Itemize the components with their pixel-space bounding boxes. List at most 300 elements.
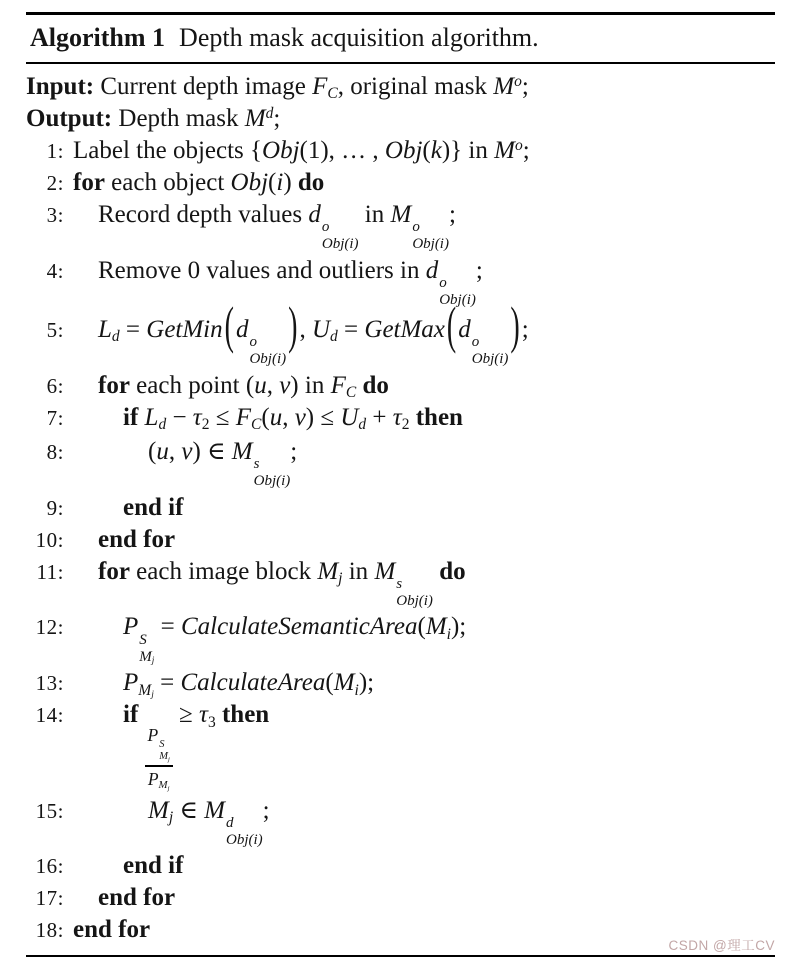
superscript	[254, 456, 260, 473]
subscript	[251, 416, 261, 433]
math-var: M	[494, 137, 515, 164]
text: ;	[522, 137, 530, 164]
math-var: M	[159, 750, 168, 762]
math-var: M	[333, 669, 355, 697]
math-script	[235, 315, 287, 367]
math-var: d	[308, 201, 321, 228]
math-script	[393, 404, 410, 431]
keyword: for	[98, 371, 130, 399]
big-paren: (	[446, 297, 457, 356]
math-script	[139, 649, 154, 665]
superscript	[396, 576, 402, 593]
math-script	[311, 315, 338, 346]
line-content	[73, 297, 775, 368]
text: =	[337, 315, 365, 343]
math-var: j	[168, 808, 174, 826]
text: ;	[521, 315, 529, 343]
math-var: i	[354, 681, 359, 699]
keyword: end for	[98, 884, 176, 912]
math-script	[147, 724, 170, 763]
math-var: P	[147, 724, 159, 745]
line-8	[26, 434, 775, 492]
math-var: v	[279, 371, 291, 399]
algorithm-header	[26, 15, 775, 62]
math-var: M	[374, 557, 396, 585]
math-var: L	[144, 403, 159, 431]
math-var: F	[330, 371, 346, 399]
math-var: Obj(i)	[471, 350, 509, 367]
text: ;	[475, 256, 483, 284]
math-var: Obj(i)	[321, 236, 359, 253]
superscript	[472, 334, 480, 351]
subscript	[168, 756, 170, 763]
subscript	[402, 416, 410, 433]
math-var: j	[167, 755, 170, 763]
text: Record depth values	[98, 201, 309, 228]
math-var: Obj(i)	[396, 592, 433, 609]
math-var: i	[276, 169, 284, 196]
math-var: d	[225, 814, 234, 831]
line-content	[73, 884, 775, 912]
math-var: P	[123, 613, 139, 641]
supsub-stack	[254, 456, 291, 490]
math-script	[98, 315, 120, 346]
line-number: 11:	[36, 559, 64, 584]
math-var: C	[345, 384, 357, 401]
math-var: M	[425, 613, 447, 641]
text: ) ≤	[305, 403, 341, 431]
subscript	[327, 85, 337, 102]
math-var: o	[439, 275, 447, 292]
line-number: 3:	[46, 203, 64, 227]
math-script	[317, 558, 342, 585]
text: each point (	[129, 371, 255, 399]
math-var: j	[338, 569, 343, 587]
math-var: o	[514, 137, 523, 155]
line-content	[73, 558, 775, 610]
subscript	[338, 570, 342, 587]
keyword: if	[123, 701, 139, 729]
line-2	[26, 167, 775, 199]
line-number: 9:	[46, 495, 64, 520]
output-line	[26, 103, 775, 135]
line-content	[73, 852, 775, 880]
text: −	[166, 403, 193, 431]
math-script	[123, 669, 154, 701]
line-3	[26, 199, 775, 255]
input-line	[26, 71, 775, 103]
math-var: d	[265, 105, 274, 123]
math-var: τ	[192, 403, 202, 431]
math-var: v	[294, 403, 306, 431]
text: );	[358, 669, 375, 697]
keyword: Output:	[26, 105, 119, 132]
algorithm-body	[26, 64, 775, 946]
math-var: Obj	[262, 137, 300, 164]
math-script	[494, 137, 523, 164]
superscript	[139, 632, 147, 649]
math-var: M	[158, 778, 168, 791]
math-var: d	[111, 328, 120, 346]
math-var: o	[412, 219, 420, 236]
math-var: U	[340, 403, 359, 431]
math-var: C	[251, 416, 262, 433]
line-11	[26, 556, 775, 612]
subscript	[322, 236, 359, 253]
keyword: do	[439, 557, 466, 585]
line-number: 12:	[35, 615, 64, 640]
watermark: CSDN @理工CV	[668, 938, 775, 954]
math-var: Obj(i)	[253, 472, 291, 489]
line-10	[26, 524, 775, 556]
line-15	[26, 793, 775, 851]
supsub-stack	[226, 815, 263, 849]
text: +	[366, 403, 393, 431]
text: =	[119, 315, 147, 343]
math-var: Obj	[384, 137, 423, 164]
subscript	[396, 593, 433, 610]
supsub-stack	[322, 219, 359, 253]
algorithm-title: Depth mask acquisition algorithm.	[179, 23, 539, 52]
math-var: u	[156, 437, 169, 465]
big-paren: )	[288, 297, 298, 356]
fraction-denominator	[148, 767, 170, 791]
text: =	[154, 613, 181, 641]
superscript	[412, 219, 420, 236]
line-number: 17:	[35, 886, 64, 911]
line-5	[26, 297, 775, 370]
subscript	[139, 649, 154, 666]
subscript	[151, 689, 154, 700]
subscript	[330, 328, 338, 345]
line-12	[26, 611, 775, 667]
subscript	[168, 785, 170, 792]
subscript	[112, 328, 120, 345]
math-var: Obj(i)	[412, 236, 449, 253]
line-content	[73, 494, 775, 522]
math-script	[148, 797, 173, 824]
math-var: Obj(i)	[249, 350, 287, 367]
text: (	[268, 169, 277, 196]
line-14	[26, 699, 775, 792]
text: each image block	[129, 557, 318, 585]
keyword: for	[98, 557, 130, 585]
subscript	[226, 832, 263, 849]
text: in	[342, 557, 375, 585]
math-script	[493, 73, 522, 100]
math-var: d	[235, 315, 249, 343]
line-7	[26, 402, 775, 434]
math-var: Obj(i)	[439, 291, 476, 308]
math-var: o	[471, 334, 480, 351]
text: ,	[299, 315, 312, 343]
text: ;	[290, 437, 298, 465]
line-content	[73, 795, 775, 849]
math-script	[159, 779, 170, 791]
math-var: M	[390, 201, 412, 228]
text: )	[283, 169, 298, 196]
text: ;	[273, 105, 281, 132]
line-number: 16:	[35, 854, 64, 879]
subscript	[412, 236, 449, 253]
superscript	[226, 815, 234, 832]
math-var: S	[159, 739, 165, 751]
line-content	[73, 169, 775, 197]
math-var: u	[269, 403, 283, 431]
math-var: CalculateArea	[180, 669, 326, 697]
math-var: GetMax	[364, 315, 445, 343]
math-var: d	[158, 416, 167, 433]
line-18	[26, 914, 775, 946]
math-var: d	[425, 256, 439, 284]
line-number: 10:	[35, 527, 64, 552]
math-var: L	[98, 315, 112, 343]
line-number: 1:	[46, 139, 64, 163]
text: ,	[266, 371, 280, 399]
supsub-stack	[396, 576, 433, 610]
subscript	[169, 809, 173, 826]
line-content	[73, 526, 775, 554]
line-16	[26, 850, 775, 882]
line-content	[73, 372, 775, 400]
text: );	[450, 613, 467, 641]
math-var: CalculateSemanticArea	[180, 613, 418, 641]
line-number: 5:	[46, 317, 64, 342]
line-number: 8:	[46, 439, 64, 464]
subscript	[355, 682, 359, 699]
math-var: F	[235, 403, 252, 431]
line-9	[26, 492, 775, 524]
math-var: d	[330, 328, 338, 346]
math-script	[340, 404, 366, 431]
line-1	[26, 135, 775, 167]
text: , original mask	[337, 73, 494, 100]
math-script	[245, 105, 274, 132]
subscript	[358, 416, 366, 433]
math-script	[390, 201, 449, 253]
math-var: τ	[392, 403, 402, 431]
line-content	[26, 73, 775, 101]
math-script	[331, 372, 357, 399]
subscript	[152, 656, 155, 666]
line-content	[73, 436, 775, 490]
text: ,	[168, 437, 182, 465]
math-var: i	[446, 625, 451, 643]
math-script	[236, 404, 262, 431]
text: =	[153, 669, 181, 697]
superscript	[322, 219, 330, 236]
text: ;	[521, 73, 529, 100]
text: (	[325, 669, 334, 697]
math-var: o	[321, 219, 330, 236]
line-4	[26, 255, 775, 311]
math-var: Obj	[230, 169, 269, 196]
math-var: M	[138, 681, 152, 699]
text: in	[358, 201, 391, 228]
math-var: j	[167, 784, 170, 792]
keyword: for	[73, 169, 105, 196]
subscript	[138, 682, 154, 699]
math-var: j	[151, 689, 154, 701]
text: 2	[201, 416, 210, 433]
keyword: end for	[73, 916, 151, 944]
supsub-stack	[249, 334, 286, 368]
math-script	[425, 613, 451, 643]
text: ;	[448, 201, 456, 228]
text: ≥	[172, 701, 200, 729]
math-var: GetMin	[146, 315, 223, 343]
superscript	[249, 334, 257, 351]
text: (	[148, 437, 157, 465]
subscript	[159, 751, 170, 763]
line-17	[26, 882, 775, 914]
text: ,	[282, 403, 295, 431]
keyword: Input:	[26, 73, 101, 100]
text: Current depth image	[100, 73, 313, 100]
math-var: P	[147, 768, 159, 789]
math-script	[374, 557, 433, 609]
text: 3	[207, 713, 216, 731]
big-paren: (	[224, 297, 234, 356]
math-var: P	[123, 669, 139, 697]
keyword: end if	[123, 852, 184, 880]
math-var: k	[430, 137, 442, 164]
math-script	[138, 682, 154, 699]
math-script	[159, 751, 170, 762]
supsub-stack	[412, 219, 449, 253]
line-6	[26, 370, 775, 402]
line-number: 15:	[35, 798, 64, 823]
keyword: end if	[123, 493, 184, 521]
text: each object	[104, 169, 231, 196]
line-content	[26, 105, 775, 133]
supsub-stack	[139, 632, 154, 666]
superscript	[266, 105, 274, 122]
superscript	[514, 73, 522, 90]
subscript	[158, 416, 166, 433]
math-var: j	[151, 656, 155, 667]
keyword: then	[415, 403, 463, 431]
line-number: 6:	[46, 373, 64, 398]
line-number: 14:	[35, 703, 64, 728]
math-script	[193, 404, 210, 431]
subscript	[346, 384, 356, 401]
line-number: 2:	[46, 171, 64, 195]
math-script	[312, 73, 338, 103]
math-script	[204, 796, 263, 848]
text: (	[422, 137, 431, 164]
math-var: M	[493, 73, 515, 100]
math-var: M	[139, 648, 152, 665]
math-var: M	[231, 437, 253, 465]
line-13	[26, 667, 775, 699]
text: ) ∈	[192, 437, 232, 465]
subscript	[472, 351, 509, 368]
math-var: M	[148, 796, 169, 824]
line-content	[73, 137, 775, 165]
superscript	[159, 739, 164, 751]
math-script	[333, 669, 359, 699]
supsub-stack	[472, 334, 509, 368]
text: ∈	[173, 796, 205, 824]
text: ) in	[290, 371, 331, 399]
subscript	[202, 416, 210, 433]
math-var: o	[249, 334, 257, 351]
math-var: M	[204, 796, 225, 824]
keyword: do	[362, 371, 389, 399]
math-var: τ	[199, 701, 208, 729]
math-var: Obj(i)	[225, 831, 263, 848]
superscript	[439, 275, 447, 292]
math-var: d	[358, 416, 367, 433]
supsub-stack	[159, 739, 170, 763]
text: Remove 0 values and outliers in	[98, 256, 426, 284]
math-var: F	[312, 73, 328, 100]
text: (	[417, 613, 426, 641]
text: )} in	[441, 137, 495, 164]
line-content	[73, 257, 775, 309]
fraction-numerator	[145, 725, 173, 767]
math-var: C	[327, 85, 338, 103]
line-content	[73, 701, 775, 790]
line-content	[73, 669, 775, 701]
text: ;	[262, 796, 270, 824]
subscript	[249, 351, 286, 368]
math-script	[458, 315, 509, 367]
math-script	[199, 701, 216, 731]
math-var: d	[458, 315, 471, 343]
subscript	[254, 473, 291, 490]
fraction	[145, 725, 173, 791]
keyword: do	[297, 169, 325, 196]
line-number: 18:	[35, 918, 64, 943]
line-content	[73, 613, 775, 665]
math-script	[147, 768, 170, 792]
line-content	[73, 201, 775, 253]
text: (	[261, 403, 270, 431]
math-script	[145, 404, 167, 431]
math-script	[425, 256, 476, 308]
line-content	[73, 404, 775, 432]
line-number: 13:	[35, 671, 64, 696]
math-script	[231, 437, 291, 489]
math-var: v	[181, 437, 193, 465]
math-script	[308, 201, 359, 253]
subscript	[208, 714, 216, 731]
superscript	[515, 137, 523, 154]
line-number: 7:	[46, 405, 64, 430]
keyword: then	[221, 701, 270, 729]
math-var: s	[396, 575, 403, 592]
math-var: U	[311, 315, 331, 343]
keyword: end for	[98, 525, 176, 553]
subscript	[159, 779, 170, 791]
math-var: M	[317, 557, 339, 585]
text: 2	[401, 416, 410, 433]
subscript	[447, 626, 451, 643]
text: Label the objects {	[73, 137, 263, 164]
text: Depth mask	[118, 105, 245, 132]
math-script	[123, 613, 155, 667]
math-var: u	[254, 371, 267, 399]
math-var: S	[139, 631, 147, 648]
math-var: M	[244, 105, 266, 132]
math-var: s	[253, 455, 260, 472]
algorithm-label: Algorithm 1	[30, 23, 166, 52]
big-paren: )	[510, 297, 520, 356]
keyword: if	[123, 403, 139, 431]
text: (1), … ,	[299, 137, 385, 164]
